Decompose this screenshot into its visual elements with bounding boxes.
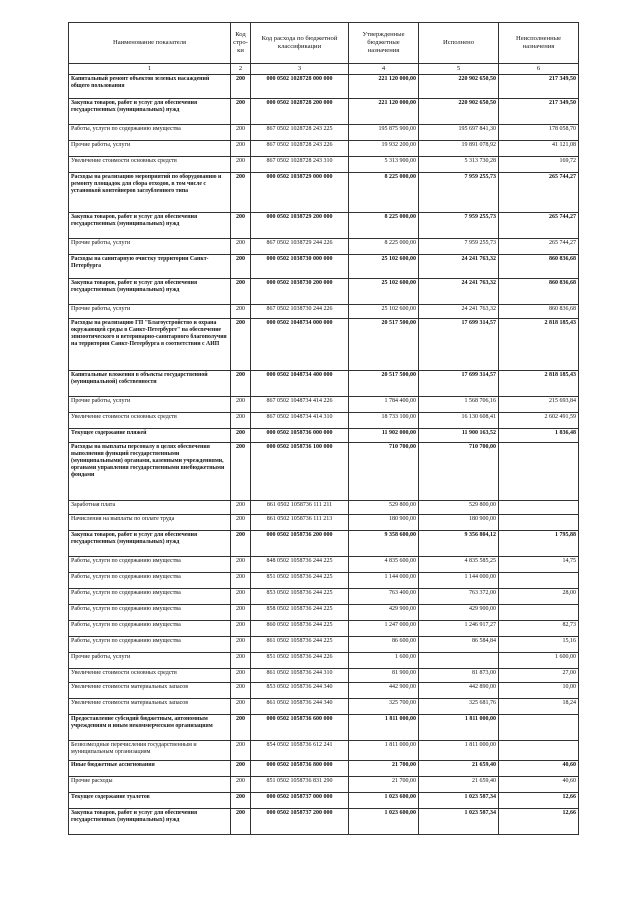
row-executed-cell: 4 835 585,25 bbox=[419, 557, 499, 573]
row-approved-cell: 763 400,00 bbox=[349, 589, 419, 605]
table-row bbox=[69, 669, 579, 683]
table-row bbox=[69, 573, 579, 589]
row-name-cell: Работы, услуги по содержанию имущества bbox=[69, 573, 231, 589]
header-indicator-name: Наименование показателя bbox=[69, 23, 231, 64]
table-row bbox=[69, 777, 579, 793]
row-name-cell: Прочие работы, услуги bbox=[69, 305, 231, 319]
table-row bbox=[69, 141, 579, 157]
row-executed-cell: 86 584,84 bbox=[419, 637, 499, 653]
row-remaining-cell: 2 602 491,59 bbox=[499, 413, 579, 429]
row-remaining-cell bbox=[499, 515, 579, 531]
column-index: 6 bbox=[499, 64, 579, 75]
row-code-cell: 853 0502 1058736 244 340 bbox=[251, 683, 349, 699]
column-index: 4 bbox=[349, 64, 419, 75]
row-approved-cell: 1 023 600,00 bbox=[349, 809, 419, 835]
row-executed-cell: 1 246 917,27 bbox=[419, 621, 499, 637]
row-approved-cell: 180 900,00 bbox=[349, 515, 419, 531]
row-approved-cell: 21 700,00 bbox=[349, 777, 419, 793]
row-name-cell: Работы, услуги по содержанию имущества bbox=[69, 637, 231, 653]
row-remaining-cell: 860 836,68 bbox=[499, 255, 579, 279]
row-name-cell: Увеличение стоимости материальных запасов bbox=[69, 699, 231, 715]
row-line-cell: 200 bbox=[231, 157, 251, 173]
row-approved-cell: 221 120 000,00 bbox=[349, 99, 419, 125]
row-code-cell: 000 0502 1038730 200 000 bbox=[251, 279, 349, 305]
table-row bbox=[69, 279, 579, 305]
table-row bbox=[69, 557, 579, 573]
row-name-cell: Прочие работы, услуги bbox=[69, 653, 231, 669]
row-remaining-cell: 1 600,00 bbox=[499, 653, 579, 669]
row-code-cell: 000 0502 1048734 400 000 bbox=[251, 371, 349, 397]
row-name-cell: Прочие работы, услуги bbox=[69, 397, 231, 413]
table-row bbox=[69, 443, 579, 501]
row-remaining-cell: 265 744,27 bbox=[499, 213, 579, 239]
row-approved-cell: 1 811 000,00 bbox=[349, 715, 419, 741]
row-remaining-cell bbox=[499, 741, 579, 761]
row-line-cell: 200 bbox=[231, 239, 251, 255]
row-line-cell: 200 bbox=[231, 573, 251, 589]
row-remaining-cell: 15,16 bbox=[499, 637, 579, 653]
row-line-cell: 200 bbox=[231, 75, 251, 99]
row-code-cell: 848 0502 1058736 244 225 bbox=[251, 557, 349, 573]
row-line-cell: 200 bbox=[231, 669, 251, 683]
row-executed-cell: 5 313 730,28 bbox=[419, 157, 499, 173]
row-name-cell: Увеличение стоимости основных средств bbox=[69, 157, 231, 173]
row-name-cell: Капитальные вложения в объекты государственной (муниципальной) собственности bbox=[69, 371, 231, 397]
row-approved-cell: 4 835 600,00 bbox=[349, 557, 419, 573]
row-line-cell: 200 bbox=[231, 99, 251, 125]
row-executed-cell: 1 568 706,16 bbox=[419, 397, 499, 413]
row-name-cell: Текущее содержание пляжей bbox=[69, 429, 231, 443]
header-row bbox=[69, 23, 579, 64]
row-name-cell: Расходы на санитарную очистку территории Санкт-Петербурга bbox=[69, 255, 231, 279]
row-line-cell: 200 bbox=[231, 429, 251, 443]
row-code-cell: 000 0502 1048734 000 000 bbox=[251, 319, 349, 371]
row-approved-cell: 20 517 500,00 bbox=[349, 319, 419, 371]
row-approved-cell: 442 900,00 bbox=[349, 683, 419, 699]
row-remaining-cell: 28,00 bbox=[499, 589, 579, 605]
row-line-cell: 200 bbox=[231, 761, 251, 777]
table-row bbox=[69, 741, 579, 761]
row-approved-cell: 8 225 000,00 bbox=[349, 239, 419, 255]
row-executed-cell: 7 959 255,73 bbox=[419, 213, 499, 239]
table-row bbox=[69, 653, 579, 669]
row-line-cell: 200 bbox=[231, 653, 251, 669]
row-remaining-cell bbox=[499, 443, 579, 501]
header-remaining: Неисполненные назначения bbox=[499, 23, 579, 64]
row-remaining-cell: 265 744,27 bbox=[499, 173, 579, 213]
table-row bbox=[69, 125, 579, 141]
row-approved-cell: 710 700,00 bbox=[349, 443, 419, 501]
table-row bbox=[69, 605, 579, 621]
table-row bbox=[69, 213, 579, 239]
row-name-cell: Работы, услуги по содержанию имущества bbox=[69, 557, 231, 573]
row-approved-cell: 221 120 000,00 bbox=[349, 75, 419, 99]
row-code-cell: 000 0502 1028728 200 000 bbox=[251, 99, 349, 125]
table-row bbox=[69, 683, 579, 699]
row-line-cell: 200 bbox=[231, 397, 251, 413]
row-approved-cell: 429 900,00 bbox=[349, 605, 419, 621]
row-executed-cell: 763 372,00 bbox=[419, 589, 499, 605]
row-executed-cell: 17 699 314,57 bbox=[419, 319, 499, 371]
row-name-cell: Закупка товаров, работ и услуг для обеспечения государственных (муниципальных) нужд bbox=[69, 279, 231, 305]
row-approved-cell: 25 102 600,00 bbox=[349, 255, 419, 279]
row-name-cell: Закупка товаров, работ и услуг для обеспечения государственных (муниципальных) нужд bbox=[69, 531, 231, 557]
table-row bbox=[69, 715, 579, 741]
row-code-cell: 867 0502 1048734 414 310 bbox=[251, 413, 349, 429]
table-row bbox=[69, 501, 579, 515]
row-approved-cell: 1 784 400,00 bbox=[349, 397, 419, 413]
column-index: 3 bbox=[251, 64, 349, 75]
row-code-cell: 000 0502 1058736 000 000 bbox=[251, 429, 349, 443]
row-name-cell: Работы, услуги по содержанию имущества bbox=[69, 621, 231, 637]
row-remaining-cell: 169,72 bbox=[499, 157, 579, 173]
column-index: 1 bbox=[69, 64, 231, 75]
table-row bbox=[69, 531, 579, 557]
row-executed-cell: 710 700,00 bbox=[419, 443, 499, 501]
row-executed-cell: 442 890,00 bbox=[419, 683, 499, 699]
row-line-cell: 200 bbox=[231, 557, 251, 573]
table-row bbox=[69, 589, 579, 605]
row-code-cell: 000 0502 1058736 100 000 bbox=[251, 443, 349, 501]
row-approved-cell: 81 900,00 bbox=[349, 669, 419, 683]
expenses-table bbox=[68, 22, 579, 835]
table-row bbox=[69, 173, 579, 213]
row-line-cell: 200 bbox=[231, 125, 251, 141]
row-remaining-cell: 14,75 bbox=[499, 557, 579, 573]
table-row bbox=[69, 99, 579, 125]
row-line-cell: 200 bbox=[231, 715, 251, 741]
row-line-cell: 200 bbox=[231, 305, 251, 319]
row-remaining-cell: 41 121,08 bbox=[499, 141, 579, 157]
row-approved-cell: 1 144 000,00 bbox=[349, 573, 419, 589]
row-line-cell: 200 bbox=[231, 809, 251, 835]
row-name-cell: Увеличение стоимости основных средств bbox=[69, 413, 231, 429]
row-line-cell: 200 bbox=[231, 515, 251, 531]
row-remaining-cell: 12,66 bbox=[499, 809, 579, 835]
row-approved-cell: 19 932 200,00 bbox=[349, 141, 419, 157]
row-name-cell: Расходы на реализацию мероприятий по оборудованию и ремонту площадок для сбора отходов, в том числе с установкой контейнеров заглубленного типа bbox=[69, 173, 231, 213]
row-line-cell: 200 bbox=[231, 637, 251, 653]
row-executed-cell: 19 891 078,92 bbox=[419, 141, 499, 157]
header-line-code: Код стро-ки bbox=[231, 23, 251, 64]
row-approved-cell: 1 023 600,00 bbox=[349, 793, 419, 809]
row-line-cell: 200 bbox=[231, 501, 251, 515]
row-line-cell: 200 bbox=[231, 413, 251, 429]
row-executed-cell: 529 800,00 bbox=[419, 501, 499, 515]
row-executed-cell: 1 023 587,34 bbox=[419, 793, 499, 809]
row-line-cell: 200 bbox=[231, 213, 251, 239]
row-code-cell: 851 0502 1058736 244 225 bbox=[251, 573, 349, 589]
row-name-cell: Закупка товаров, работ и услуг для обеспечения государственных (муниципальных) нужд bbox=[69, 809, 231, 835]
row-code-cell: 867 0502 1028728 243 310 bbox=[251, 157, 349, 173]
row-name-cell: Заработная плата bbox=[69, 501, 231, 515]
row-executed-cell: 220 902 650,50 bbox=[419, 99, 499, 125]
row-executed-cell: 16 130 608,41 bbox=[419, 413, 499, 429]
row-code-cell: 000 0502 1058736 800 000 bbox=[251, 761, 349, 777]
row-approved-cell: 18 733 100,00 bbox=[349, 413, 419, 429]
row-name-cell: Расходы на реализацию ГП "Благоустройство и охрана окружающей среды в Санкт-Петербурге" на обеспечение эпизоотического и ветеринарно-санитарного благополучия на территории Санкт-Петербурга в соответствии с АИП bbox=[69, 319, 231, 371]
row-name-cell: Работы, услуги по содержанию имущества bbox=[69, 125, 231, 141]
row-executed-cell: 7 959 255,73 bbox=[419, 239, 499, 255]
row-name-cell: Увеличение стоимости материальных запасов bbox=[69, 683, 231, 699]
row-line-cell: 200 bbox=[231, 173, 251, 213]
row-executed-cell: 7 959 255,73 bbox=[419, 173, 499, 213]
row-line-cell: 200 bbox=[231, 443, 251, 501]
row-remaining-cell: 27,00 bbox=[499, 669, 579, 683]
row-code-cell: 861 0502 1058736 111 211 bbox=[251, 501, 349, 515]
row-remaining-cell: 1 836,48 bbox=[499, 429, 579, 443]
row-remaining-cell: 10,00 bbox=[499, 683, 579, 699]
table-row bbox=[69, 699, 579, 715]
row-name-cell: Предоставление субсидий бюджетным, автономным учреждениям и иным некоммерческим организациям bbox=[69, 715, 231, 741]
row-name-cell: Работы, услуги по содержанию имущества bbox=[69, 589, 231, 605]
row-executed-cell: 220 902 650,50 bbox=[419, 75, 499, 99]
header-approved: Утвержденные бюджетные назначения bbox=[349, 23, 419, 64]
row-remaining-cell: 1 795,88 bbox=[499, 531, 579, 557]
row-code-cell: 867 0502 1038729 244 226 bbox=[251, 239, 349, 255]
row-name-cell: Закупка товаров, работ и услуг для обеспечения государственных (муниципальных) нужд bbox=[69, 213, 231, 239]
row-executed-cell: 21 659,40 bbox=[419, 761, 499, 777]
row-code-cell: 000 0502 1038730 000 000 bbox=[251, 255, 349, 279]
row-remaining-cell: 178 058,70 bbox=[499, 125, 579, 141]
row-approved-cell: 1 600,00 bbox=[349, 653, 419, 669]
table-row bbox=[69, 397, 579, 413]
table-row bbox=[69, 761, 579, 777]
table-row bbox=[69, 305, 579, 319]
row-executed-cell: 1 144 000,00 bbox=[419, 573, 499, 589]
table-row bbox=[69, 75, 579, 99]
row-remaining-cell: 2 818 185,43 bbox=[499, 319, 579, 371]
row-approved-cell: 1 247 000,00 bbox=[349, 621, 419, 637]
table-row bbox=[69, 621, 579, 637]
row-name-cell: Закупка товаров, работ и услуг для обеспечения государственных (муниципальных) нужд bbox=[69, 99, 231, 125]
row-name-cell: Расходы на выплаты персоналу в целях обеспечения выполнения функций государственными (муниципальными) органами, казенными учреждениями, органами управления государственными внебюджетными фондами bbox=[69, 443, 231, 501]
row-remaining-cell: 860 836,68 bbox=[499, 279, 579, 305]
row-code-cell: 867 0502 1038730 244 226 bbox=[251, 305, 349, 319]
row-executed-cell: 195 697 841,30 bbox=[419, 125, 499, 141]
row-code-cell: 000 0502 1038729 000 000 bbox=[251, 173, 349, 213]
table-row bbox=[69, 413, 579, 429]
row-remaining-cell: 18,24 bbox=[499, 699, 579, 715]
row-approved-cell: 8 225 000,00 bbox=[349, 173, 419, 213]
row-remaining-cell: 40,60 bbox=[499, 777, 579, 793]
row-remaining-cell: 82,73 bbox=[499, 621, 579, 637]
row-line-cell: 200 bbox=[231, 793, 251, 809]
row-executed-cell: 1 811 000,00 bbox=[419, 715, 499, 741]
table-row bbox=[69, 239, 579, 255]
row-executed-cell: 21 659,40 bbox=[419, 777, 499, 793]
row-code-cell: 861 0502 1058736 244 225 bbox=[251, 637, 349, 653]
column-index-row bbox=[69, 64, 579, 75]
row-code-cell: 861 0502 1058736 244 340 bbox=[251, 699, 349, 715]
row-remaining-cell: 265 744,27 bbox=[499, 239, 579, 255]
row-line-cell: 200 bbox=[231, 371, 251, 397]
row-line-cell: 200 bbox=[231, 589, 251, 605]
row-remaining-cell: 2 818 185,43 bbox=[499, 371, 579, 397]
row-code-cell: 854 0502 1058736 612 241 bbox=[251, 741, 349, 761]
row-executed-cell: 429 900,00 bbox=[419, 605, 499, 621]
table-row bbox=[69, 429, 579, 443]
row-approved-cell: 21 700,00 bbox=[349, 761, 419, 777]
row-line-cell: 200 bbox=[231, 699, 251, 715]
row-executed-cell: 1 023 587,34 bbox=[419, 809, 499, 835]
row-code-cell: 867 0502 1028728 243 226 bbox=[251, 141, 349, 157]
table-row bbox=[69, 515, 579, 531]
row-code-cell: 867 0502 1028728 243 225 bbox=[251, 125, 349, 141]
row-name-cell: Прочие работы, услуги bbox=[69, 239, 231, 255]
table-row bbox=[69, 809, 579, 835]
row-approved-cell: 1 811 000,00 bbox=[349, 741, 419, 761]
row-executed-cell: 24 241 763,32 bbox=[419, 255, 499, 279]
row-executed-cell: 11 900 163,52 bbox=[419, 429, 499, 443]
row-line-cell: 200 bbox=[231, 777, 251, 793]
row-approved-cell: 325 700,00 bbox=[349, 699, 419, 715]
row-executed-cell: 24 241 763,32 bbox=[419, 305, 499, 319]
row-code-cell: 858 0502 1058736 244 225 bbox=[251, 605, 349, 621]
row-code-cell: 861 0502 1058736 244 310 bbox=[251, 669, 349, 683]
header-executed: Исполнено bbox=[419, 23, 499, 64]
row-code-cell: 000 0502 1058736 600 000 bbox=[251, 715, 349, 741]
row-remaining-cell bbox=[499, 573, 579, 589]
row-name-cell: Работы, услуги по содержанию имущества bbox=[69, 605, 231, 621]
row-approved-cell: 5 313 900,00 bbox=[349, 157, 419, 173]
row-approved-cell: 25 102 600,00 bbox=[349, 305, 419, 319]
row-line-cell: 200 bbox=[231, 279, 251, 305]
row-code-cell: 853 0502 1058736 244 225 bbox=[251, 589, 349, 605]
row-remaining-cell: 12,66 bbox=[499, 793, 579, 809]
row-approved-cell: 9 358 600,00 bbox=[349, 531, 419, 557]
row-executed-cell: 17 699 314,57 bbox=[419, 371, 499, 397]
row-name-cell: Начисления на выплаты по оплате труда bbox=[69, 515, 231, 531]
column-index: 5 bbox=[419, 64, 499, 75]
row-remaining-cell: 860 836,68 bbox=[499, 305, 579, 319]
table-row bbox=[69, 637, 579, 653]
row-approved-cell: 86 600,00 bbox=[349, 637, 419, 653]
table-row bbox=[69, 793, 579, 809]
row-name-cell: Увеличение стоимости основных средств bbox=[69, 669, 231, 683]
row-line-cell: 200 bbox=[231, 141, 251, 157]
row-executed-cell: 9 356 804,12 bbox=[419, 531, 499, 557]
row-remaining-cell: 40,60 bbox=[499, 761, 579, 777]
row-name-cell: Текущее содержание туалетов bbox=[69, 793, 231, 809]
column-index: 2 bbox=[231, 64, 251, 75]
row-code-cell: 851 0502 1058736 831 290 bbox=[251, 777, 349, 793]
row-approved-cell: 25 102 600,00 bbox=[349, 279, 419, 305]
row-code-cell: 000 0502 1038729 200 000 bbox=[251, 213, 349, 239]
row-executed-cell bbox=[419, 653, 499, 669]
row-name-cell: Прочие расходы bbox=[69, 777, 231, 793]
table-row bbox=[69, 255, 579, 279]
row-approved-cell: 529 800,00 bbox=[349, 501, 419, 515]
row-remaining-cell bbox=[499, 605, 579, 621]
row-approved-cell: 8 225 000,00 bbox=[349, 213, 419, 239]
row-line-cell: 200 bbox=[231, 531, 251, 557]
row-remaining-cell: 217 349,50 bbox=[499, 99, 579, 125]
row-code-cell: 851 0502 1058736 244 226 bbox=[251, 653, 349, 669]
row-executed-cell: 1 811 000,00 bbox=[419, 741, 499, 761]
row-approved-cell: 11 902 000,00 bbox=[349, 429, 419, 443]
row-code-cell: 867 0502 1048734 414 226 bbox=[251, 397, 349, 413]
row-code-cell: 860 0502 1058736 244 225 bbox=[251, 621, 349, 637]
row-remaining-cell bbox=[499, 715, 579, 741]
row-executed-cell: 325 681,76 bbox=[419, 699, 499, 715]
row-executed-cell: 180 900,00 bbox=[419, 515, 499, 531]
row-code-cell: 000 0502 1058737 000 000 bbox=[251, 793, 349, 809]
row-remaining-cell bbox=[499, 501, 579, 515]
row-name-cell: Безвозмездные перечисления государственным и муниципальным организациям bbox=[69, 741, 231, 761]
row-remaining-cell: 215 693,84 bbox=[499, 397, 579, 413]
row-executed-cell: 24 241 763,32 bbox=[419, 279, 499, 305]
row-approved-cell: 195 875 900,00 bbox=[349, 125, 419, 141]
budget-execution-document bbox=[68, 22, 578, 835]
table-row bbox=[69, 319, 579, 371]
row-approved-cell: 20 517 500,00 bbox=[349, 371, 419, 397]
row-line-cell: 200 bbox=[231, 319, 251, 371]
row-line-cell: 200 bbox=[231, 255, 251, 279]
row-code-cell: 000 0502 1058737 200 000 bbox=[251, 809, 349, 835]
row-remaining-cell: 217 349,50 bbox=[499, 75, 579, 99]
row-line-cell: 200 bbox=[231, 741, 251, 761]
row-name-cell: Иные бюджетные ассигнования bbox=[69, 761, 231, 777]
row-executed-cell: 81 873,00 bbox=[419, 669, 499, 683]
table-row bbox=[69, 371, 579, 397]
row-line-cell: 200 bbox=[231, 683, 251, 699]
row-name-cell: Прочие работы, услуги bbox=[69, 141, 231, 157]
header-expense-code: Код расхода по бюджетной классификации bbox=[251, 23, 349, 64]
row-code-cell: 000 0502 1028728 000 000 bbox=[251, 75, 349, 99]
row-name-cell: Капитальный ремонт объектов зеленых насаждений общего пользования bbox=[69, 75, 231, 99]
row-line-cell: 200 bbox=[231, 621, 251, 637]
table-row bbox=[69, 157, 579, 173]
row-line-cell: 200 bbox=[231, 605, 251, 621]
row-code-cell: 861 0502 1058736 111 213 bbox=[251, 515, 349, 531]
row-code-cell: 000 0502 1058736 200 000 bbox=[251, 531, 349, 557]
